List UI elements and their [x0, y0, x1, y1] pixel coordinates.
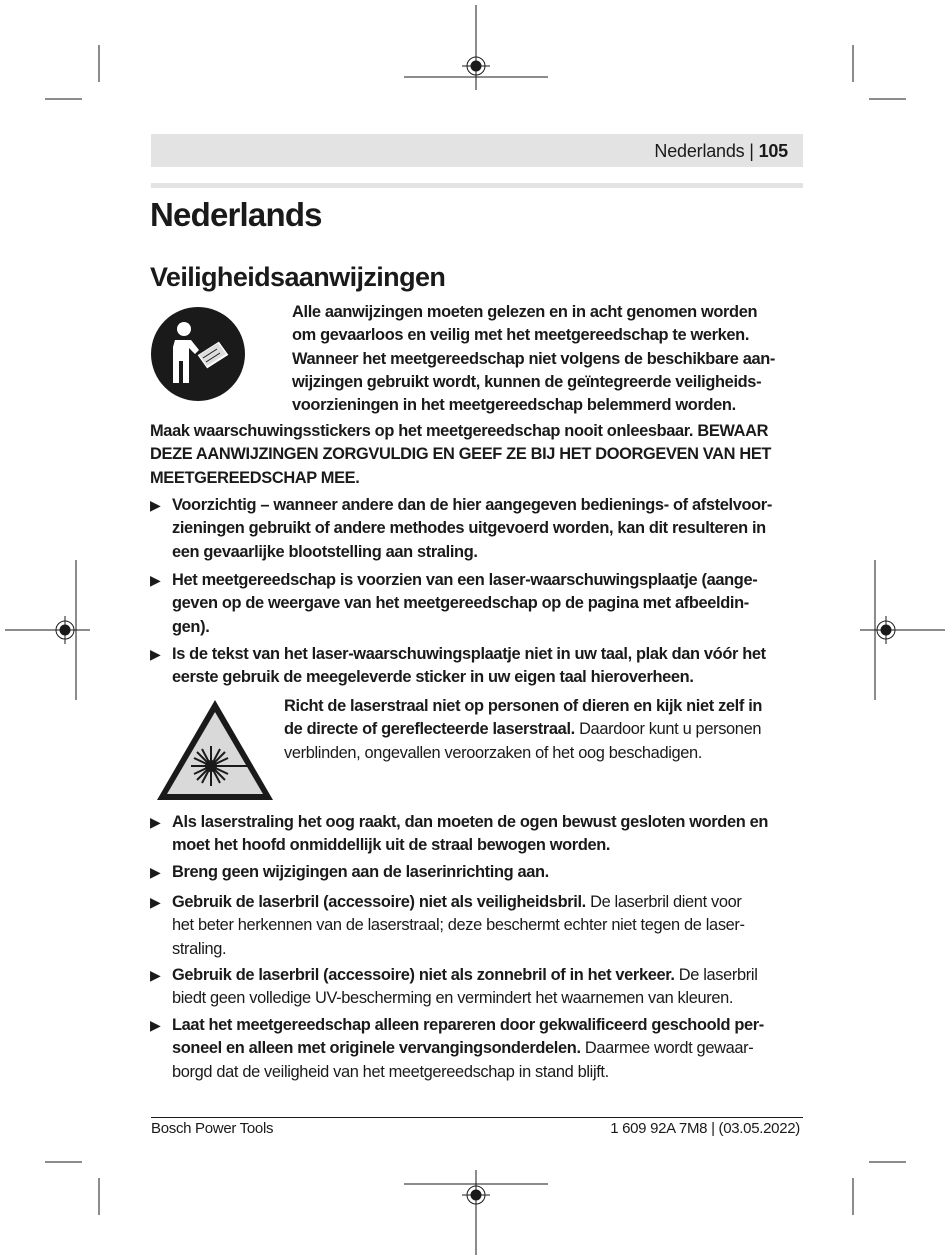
- bullet-6-line-3: straling.: [172, 939, 227, 958]
- list-item: [150, 811, 805, 858]
- bullet-1-line-3: een gevaarlijke blootstelling aan straling.: [172, 542, 478, 561]
- header-separator: |: [744, 141, 759, 161]
- header-rule: [151, 183, 803, 188]
- intro-continuation: [150, 420, 805, 490]
- bullet-triangle-icon: ▶: [150, 497, 161, 513]
- laser-line-1: Richt de laserstraal niet op personen of dieren en kijk niet zelf in: [284, 697, 763, 715]
- page-number: 105: [758, 141, 788, 161]
- header-language: Nederlands: [654, 141, 745, 161]
- bullet-7-line-1-normal: De laserbril: [674, 966, 758, 984]
- bullet-triangle-icon: ▶: [150, 646, 161, 662]
- bullet-triangle-icon: ▶: [150, 967, 161, 983]
- laser-line-2-bold: de directe of gereflecteerde laserstraal.: [284, 720, 575, 739]
- bullet-5-line-1: Breng geen wijzigingen aan de laserinrichting aan.: [172, 863, 549, 881]
- bullet-7-line-2: biedt geen volledige UV-bescherming en vermindert het waarnemen van kleuren.: [172, 989, 734, 1008]
- intro-line-3: Wanneer het meetgereedschap niet volgens de beschikbare aan-: [292, 349, 776, 368]
- intro-cont-line-1: Maak waarschuwingsstickers op het meetgereedschap nooit onleesbaar. BEWAAR: [150, 422, 769, 440]
- bullet-2-line-1: Het meetgereedschap is voorzien van een laser-waarschuwingsplaatje (aange-: [172, 571, 758, 589]
- bullet-3-line-1: Is de tekst van het laser-waarschuwingsplaatje niet in uw taal, plak dan vóór het: [172, 645, 766, 663]
- bullet-4-line-2: moet het hoofd onmiddellijk uit de straal bewogen worden.: [172, 836, 611, 855]
- bullet-triangle-icon: ▶: [150, 894, 161, 910]
- bullet-7-line-1-bold: Gebruik de laserbril (accessoire) niet als zonnebril of in het verkeer.: [172, 966, 675, 984]
- footer-rule: [151, 1117, 803, 1118]
- bullet-2-line-3: gen).: [172, 617, 210, 636]
- list-item: [150, 964, 805, 1011]
- bullet-triangle-icon: ▶: [150, 864, 161, 880]
- bullet-triangle-icon: ▶: [150, 572, 161, 588]
- intro-cont-line-2: DEZE AANWIJZINGEN ZORGVULDIG EN GEEF ZE BIJ HET DOORGEVEN VAN HET: [150, 445, 772, 464]
- footer-doc-id: 1 609 92A 7M8 | (03.05.2022): [610, 1120, 800, 1137]
- bullet-8-line-1: Laat het meetgereedschap alleen repareren door gekwalificeerd geschoold per-: [172, 1016, 764, 1034]
- laser-line-3: verblinden, ongevallen veroorzaken of het oog beschadigen.: [284, 743, 703, 762]
- bullet-8-line-3: borgd dat de veiligheid van het meetgereedschap in stand blijft.: [172, 1062, 609, 1081]
- laser-warning-icon: [155, 698, 275, 802]
- list-item: [150, 1014, 805, 1084]
- list-item: [150, 861, 805, 884]
- read-manual-icon: [151, 307, 245, 401]
- list-item: [150, 891, 805, 961]
- bullet-4-line-1: Als laserstraling het oog raakt, dan moeten de ogen bewust gesloten worden en: [172, 813, 769, 831]
- running-header: [654, 141, 788, 162]
- intro-line-1: Alle aanwijzingen moeten gelezen en in acht genomen worden: [292, 303, 758, 321]
- bullet-6-line-1-bold: Gebruik de laserbril (accessoire) niet als veiligheidsbril.: [172, 893, 586, 911]
- page-title: Nederlands: [150, 196, 322, 233]
- bullet-2-line-2: geven op de weergave van het meetgereedschap op de pagina met afbeeldin-: [172, 594, 749, 613]
- footer-brand: Bosch Power Tools: [151, 1120, 274, 1137]
- intro-cont-line-3: MEETGEREEDSCHAP MEE.: [150, 468, 360, 487]
- list-item: [150, 569, 805, 639]
- bullet-triangle-icon: ▶: [150, 1017, 161, 1033]
- bullet-8-line-2-bold: soneel en alleen met originele vervangingsonderdelen.: [172, 1039, 581, 1058]
- list-item: [150, 643, 805, 690]
- intro-line-4: wijzingen gebruikt wordt, kunnen de geïntegreerde veiligheids-: [292, 372, 762, 391]
- bullet-6-line-1-normal: De laserbril dient voor: [585, 893, 742, 911]
- bullet-1-line-1: Voorzichtig – wanneer andere dan de hier aangegeven bedienings- of afstelvoor-: [172, 496, 772, 514]
- intro-line-2: om gevaarloos en veilig met het meetgereedschap te werken.: [292, 326, 750, 345]
- laser-warning-paragraph: [284, 695, 804, 765]
- bullet-3-line-2: eerste gebruik de meegeleverde sticker in uw eigen taal hieroverheen.: [172, 668, 694, 687]
- laser-line-2-normal: Daardoor kunt u personen: [574, 720, 762, 739]
- section-title: Veiligheidsaanwijzingen: [150, 262, 446, 292]
- bullet-1-line-2: zieningen gebruikt of andere methodes uitgevoerd worden, kan dit resulteren in: [172, 519, 766, 538]
- intro-line-5: voorzieningen in het meetgereedschap belemmerd worden.: [292, 396, 736, 415]
- intro-paragraph: [292, 301, 804, 417]
- bullet-triangle-icon: ▶: [150, 814, 161, 830]
- bullet-6-line-2: het beter herkennen van de laserstraal; deze beschermt echter niet tegen de laser-: [172, 916, 745, 935]
- bullet-8-line-2-normal: Daarmee wordt gewaar-: [580, 1039, 754, 1058]
- list-item: [150, 494, 805, 564]
